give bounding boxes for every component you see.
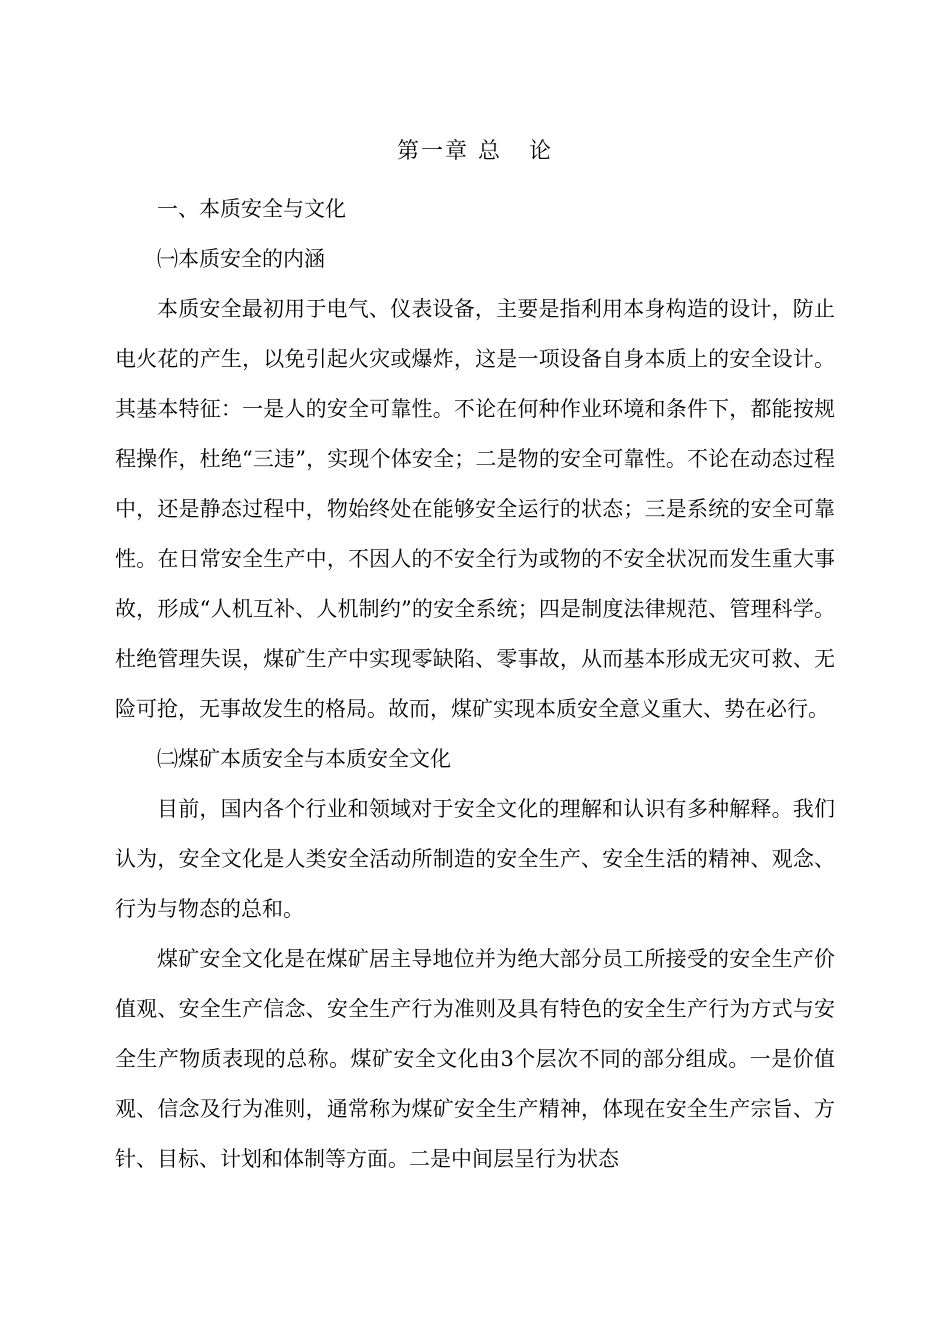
document-body [115,184,835,1184]
paragraph: 目前，国内各个行业和领域对于安全文化的理解和认识有多种解释。我们认为，安全文化是人类安全活动所制造的安全生产、安全生活的精神、观念、行为与物态的总和。 [115,797,835,921]
chapter-title: 第一章 总 论 [397,139,553,164]
paragraph: 煤矿安全文化是在煤矿居主导地位并为绝大部分员工所接受的安全生产价值观、安全生产信念、安全生产行为准则及具有特色的安全生产行为方式与安全生产物质表现的总称。煤矿安全文化由3个层次不同的部分组成。一是价值观、信念及行为准则，通常称为煤矿安全生产精神，体现在安全生产宗旨、方针、目标、计划和体制等方面。二是中间层呈行为状态 [115,947,835,1171]
section-heading: 一、本质安全与文化 [157,197,346,221]
subsection-heading: ㈡煤矿本质安全与本质安全文化 [157,747,451,771]
paragraph: 本质安全最初用于电气、仪表设备，主要是指利用本身构造的设计，防止电火花的产生，以免引起火灾或爆炸，这是一项设备自身本质上的安全设计。其基本特征：一是人的安全可靠性。不论在何种作业环境和条件下，都能按规程操作，杜绝“三违”，实现个体安全；二是物的安全可靠性。不论在动态过程中，还是静态过程中，物始终处在能够安全运行的状态；三是系统的安全可靠性。在日常安全生产中，不因人的不安全行为或物的不安全状况而发生重大事故，形成“人机互补、人机制约”的安全系统；四是制度法律规范、管理科学。杜绝管理失误，煤矿生产中实现零缺陷、零事故，从而基本形成无灾可救、无险可抢，无事故发生的格局。故而，煤矿实现本质安全意义重大、势在必行。 [115,297,835,721]
subsection-heading: ㈠本质安全的内涵 [157,247,325,271]
